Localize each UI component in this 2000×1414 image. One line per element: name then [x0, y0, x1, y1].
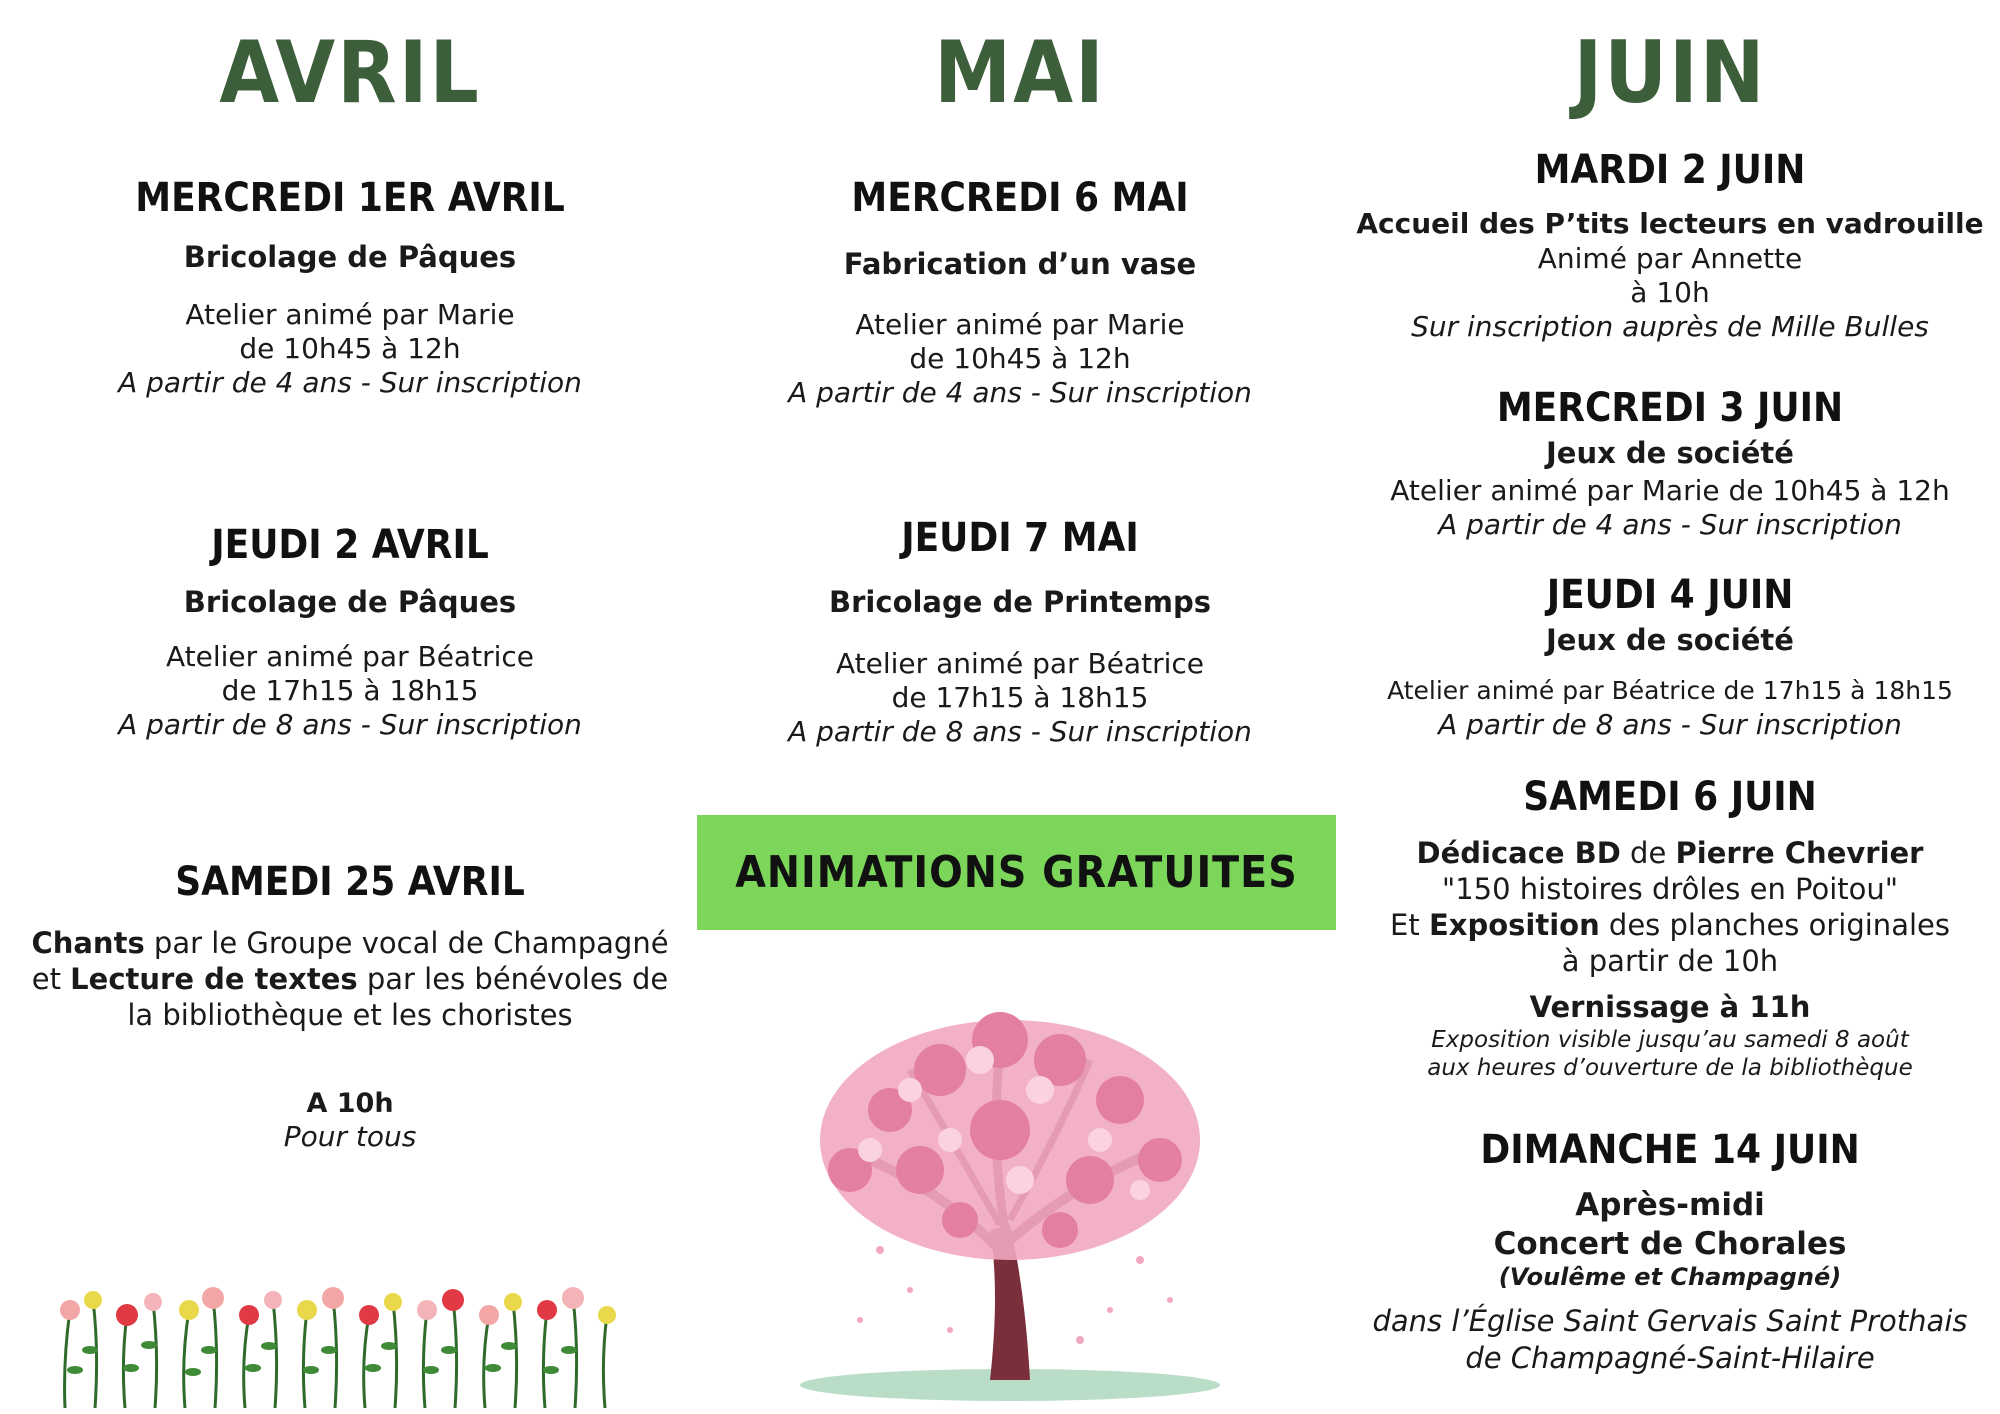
- note-line: Exposition visible jusqu’au samedi 8 août: [1431, 1027, 1909, 1053]
- event-text: Et: [1390, 908, 1429, 942]
- event-location: [1340, 1303, 2000, 1377]
- event-detail-line: Atelier animé par Béatrice: [166, 640, 534, 673]
- event-activity: Fabrication d’un vase: [843, 247, 1197, 281]
- event-detail-line: Animé par Annette: [1537, 242, 1803, 275]
- vernissage-label: Vernissage à 11h: [1529, 990, 1811, 1024]
- event-date: MERCREDI 1ER AVRIL: [135, 175, 565, 221]
- event-description: [20, 925, 680, 1033]
- event-date: SAMEDI 25 AVRIL: [175, 859, 525, 905]
- event-date: MERCREDI 6 MAI: [851, 175, 1189, 221]
- event-highlight: Pierre Chevrier: [1675, 836, 1924, 870]
- cherry-tree-illustration: [760, 990, 1260, 1405]
- event-detail-line: de 10h45 à 12h: [239, 332, 461, 365]
- event-detail-line: de 17h15 à 18h15: [891, 681, 1149, 714]
- event-text: par les bénévoles de la bibliothèque et les choristes: [127, 962, 669, 1032]
- event-audience: A partir de 4 ans - Sur inscription: [1438, 508, 1902, 541]
- flowers-illustration: [45, 1280, 625, 1410]
- event-highlight: Lecture de textes: [70, 962, 358, 996]
- event-text: par le Groupe vocal de Champagné et: [31, 926, 669, 996]
- event-date: MARDI 2 JUIN: [1534, 147, 1806, 193]
- month-title-mai: MAI: [934, 23, 1106, 123]
- event-activity: Bricolage de Pâques: [183, 585, 517, 619]
- event-text: des planches originales: [1599, 908, 1950, 942]
- event-date: JEUDI 2 AVRIL: [211, 522, 489, 568]
- free-animations-banner: ANIMATIONS GRATUITES: [697, 815, 1336, 930]
- event-audience: A partir de 8 ans - Sur inscription: [788, 715, 1252, 748]
- event-detail-line: à 10h: [1630, 276, 1710, 309]
- event-detail-line: de 17h15 à 18h15: [221, 674, 479, 707]
- event-date: JEUDI 4 JUIN: [1546, 572, 1794, 618]
- event-details: [1340, 474, 2000, 542]
- event-audience: A partir de 8 ans - Sur inscription: [1438, 708, 1902, 741]
- event-activity: Accueil des P’tits lecteurs en vadrouille: [1356, 207, 1984, 240]
- event-activity: Jeux de société: [1546, 436, 1794, 470]
- event-detail-line: Atelier animé par Marie: [855, 308, 1185, 341]
- event-choirs: (Voulême et Champagné): [1498, 1263, 1842, 1291]
- event-details: [1340, 242, 2000, 344]
- event-detail-line: de 10h45 à 12h: [909, 342, 1131, 375]
- event-highlight: Dédicace BD: [1416, 836, 1621, 870]
- month-title-avril: AVRIL: [219, 23, 481, 123]
- event-date: DIMANCHE 14 JUIN: [1480, 1127, 1860, 1173]
- event-date: JEUDI 7 MAI: [901, 515, 1139, 561]
- event-details: [0, 298, 700, 400]
- event-detail-line: Atelier animé par Marie de 10h45 à 12h: [1390, 474, 1950, 507]
- event-detail-line: Atelier animé par Béatrice: [836, 647, 1204, 680]
- location-line: de Champagné-Saint-Hilaire: [1465, 1341, 1875, 1375]
- location-line: dans l’Église Saint Gervais Saint Prothais: [1372, 1304, 1968, 1338]
- event-audience: A partir de 4 ans - Sur inscription: [118, 366, 582, 399]
- event-audience: A partir de 4 ans - Sur inscription: [788, 376, 1252, 409]
- event-detail-line: Atelier animé par Béatrice de 17h15 à 18h15: [1387, 676, 1953, 705]
- event-details: [0, 640, 700, 742]
- event-details: [1340, 674, 2000, 742]
- event-detail-line: à partir de 10h: [1561, 944, 1779, 978]
- event-audience: Sur inscription auprès de Mille Bulles: [1411, 310, 1929, 343]
- event-date: SAMEDI 6 JUIN: [1523, 774, 1817, 820]
- event-text: de: [1620, 836, 1676, 870]
- book-title: "150 histoires drôles en Poitou": [1441, 872, 1899, 906]
- event-activity: Jeux de société: [1546, 623, 1794, 657]
- event-time: Après-midi: [1575, 1187, 1765, 1223]
- event-description: [1340, 835, 2000, 979]
- event-details: [690, 647, 1350, 749]
- event-time: A 10h: [306, 1088, 394, 1119]
- note-line: aux heures d’ouverture de la bibliothèque: [1427, 1055, 1913, 1081]
- event-detail-line: Atelier animé par Marie: [185, 298, 515, 331]
- event-date: MERCREDI 3 JUIN: [1496, 385, 1844, 431]
- event-audience: Pour tous: [283, 1120, 417, 1153]
- event-activity: Bricolage de Printemps: [829, 585, 1211, 619]
- event-activity: Bricolage de Pâques: [183, 240, 517, 274]
- event-details: [690, 308, 1350, 410]
- exposition-note: [1340, 1026, 2000, 1082]
- event-line: [1340, 835, 2000, 871]
- event-line: [1340, 907, 2000, 943]
- event-highlight: Chants: [31, 926, 145, 960]
- event-audience: A partir de 8 ans - Sur inscription: [118, 708, 582, 741]
- event-activity: Concert de Chorales: [1493, 1226, 1847, 1262]
- month-title-juin: JUIN: [1573, 23, 1767, 123]
- event-highlight: Exposition: [1428, 908, 1600, 942]
